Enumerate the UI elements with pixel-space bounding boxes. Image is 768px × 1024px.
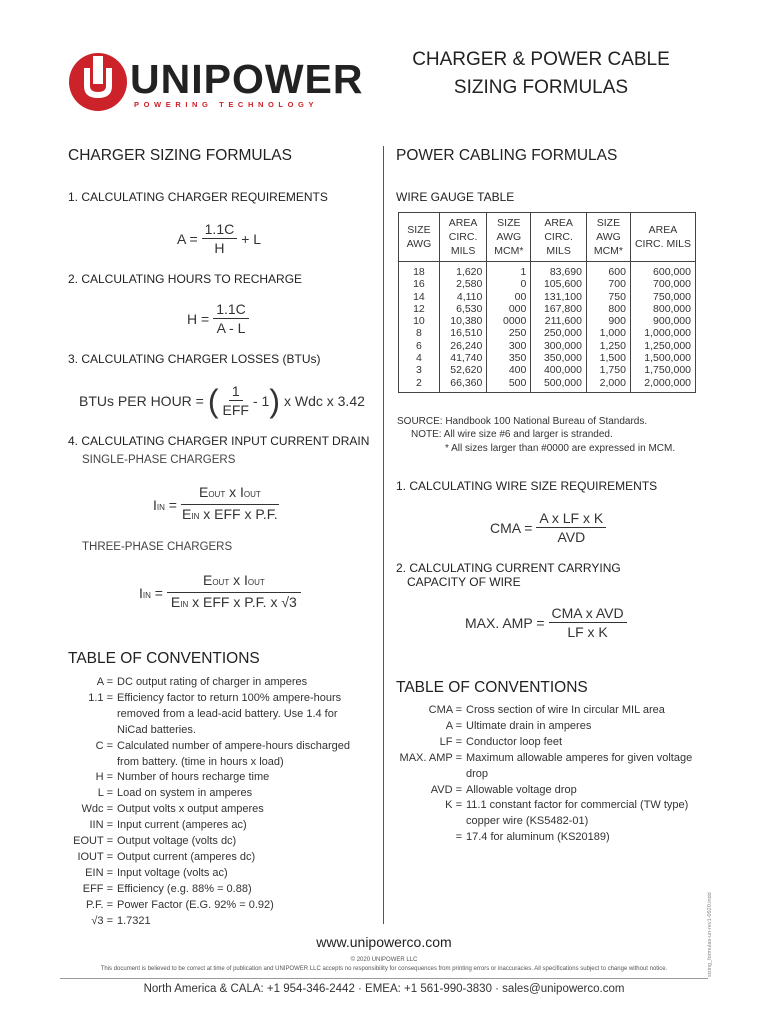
- convention-key: EIN =: [85, 866, 113, 879]
- convention-row: [396, 751, 696, 783]
- table-cell: 250,000: [531, 327, 587, 339]
- table-cell: 400: [487, 364, 531, 376]
- wire-gauge-table: [398, 212, 696, 393]
- lhs: A =: [177, 230, 198, 247]
- convention-value: Conductor loop feet: [466, 735, 563, 748]
- convention-key: LF =: [439, 735, 462, 748]
- table-cell: 500: [487, 377, 531, 393]
- numerator: 1: [229, 382, 243, 401]
- convention-key: MAX. AMP =: [399, 751, 462, 764]
- table-cell: 26,240: [439, 340, 487, 352]
- fraction: [213, 300, 249, 337]
- table-cell: 2,000: [586, 377, 630, 393]
- three-phase-label: THREE-PHASE CHARGERS: [82, 541, 233, 553]
- formula-wire-size: [490, 509, 610, 546]
- table-row: [399, 291, 696, 303]
- convention-value: Ultimate drain in amperes: [466, 719, 592, 732]
- table-cell: 350: [487, 352, 531, 364]
- convention-value: Calculated number of ampere-hours discharged from battery. (time in hours x load): [117, 739, 350, 768]
- convention-value: Maximum allowable amperes for given voltage drop: [466, 751, 693, 780]
- copyright: © 2020 UNIPOWER LLC: [350, 957, 418, 963]
- table-cell: 900: [586, 315, 630, 327]
- table-header-cell: AREA CIRC. MILS: [439, 213, 487, 262]
- cabling-section-2-title: 2. CALCULATING CURRENT CARRYING CAPACITY OF WIRE: [396, 561, 621, 589]
- convention-key: K =: [445, 799, 462, 812]
- table-cell: 1,000: [586, 327, 630, 339]
- numerator: 1.1C: [213, 300, 249, 319]
- table-cell: 1: [487, 262, 531, 279]
- section-1-title: 1. CALCULATING CHARGER REQUIREMENTS: [68, 190, 328, 204]
- left-conventions-heading: TABLE OF CONVENTIONS: [68, 650, 260, 667]
- table-cell: 3: [399, 364, 440, 376]
- convention-row: [68, 898, 368, 914]
- convention-row: [68, 866, 368, 882]
- table-cell: 14: [399, 291, 440, 303]
- rhs: + L: [241, 230, 262, 247]
- cabling-section-1-title: 1. CALCULATING WIRE SIZE REQUIREMENTS: [396, 479, 658, 493]
- fraction: [202, 220, 238, 257]
- convention-row: [68, 850, 368, 866]
- convention-key: 1.1 =: [88, 691, 113, 704]
- convention-row: [396, 735, 696, 751]
- table-cell: 211,600: [531, 315, 587, 327]
- table-cell: 16: [399, 278, 440, 290]
- table-cell: 1,250,000: [630, 340, 695, 352]
- convention-row: [68, 691, 368, 739]
- denominator: LF x K: [567, 624, 608, 640]
- table-row: [399, 262, 696, 279]
- table-cell: 1,500: [586, 352, 630, 364]
- formula-single-phase: [153, 483, 283, 526]
- table-row: [399, 340, 696, 352]
- convention-value: Input current (amperes ac): [117, 819, 247, 832]
- table-cell: 66,360: [439, 377, 487, 393]
- table-cell: 250: [487, 327, 531, 339]
- convention-key: A =: [445, 719, 462, 732]
- convention-value: DC output rating of charger in amperes: [117, 676, 308, 688]
- right-conventions-heading: TABLE OF CONVENTIONS: [396, 679, 588, 696]
- table-header-cell: AREA CIRC. MILS: [531, 213, 587, 262]
- table-cell: 2: [399, 377, 440, 393]
- table-cell: 1,000,000: [630, 327, 695, 339]
- fraction: [536, 509, 606, 546]
- table-cell: 700,000: [630, 278, 695, 290]
- lhs: H =: [187, 310, 210, 327]
- table-source-note: [397, 415, 675, 455]
- disclaimer: This document is believed to be correct at time of publication and UNIPOWER LLC accepts no responsibility for consequences from printing errors or inaccuracies. All specifications subject to change without notice.: [100, 966, 668, 972]
- lhs: BTUs PER HOUR =: [79, 392, 204, 409]
- table-cell: 400,000: [531, 364, 587, 376]
- table-row: [399, 315, 696, 327]
- side-file-code: sizing_formulas-un-rev1-0920.indd: [707, 892, 713, 977]
- table-row: [399, 327, 696, 339]
- convention-key: EFF =: [82, 882, 113, 895]
- wire-gauge-title: WIRE GAUGE TABLE: [396, 190, 515, 204]
- table-cell: 300,000: [531, 340, 587, 352]
- table-cell: 350,000: [531, 352, 587, 364]
- table-cell: 600,000: [630, 262, 695, 279]
- section-4-title: 4. CALCULATING CHARGER INPUT CURRENT DRAIN: [68, 434, 370, 448]
- convention-key: AVD =: [430, 783, 462, 796]
- convention-key: EOUT =: [73, 835, 113, 848]
- numerator: EOUT x IOUT: [181, 483, 279, 505]
- convention-key: Wdc =: [81, 803, 113, 816]
- denominator: AVD: [557, 529, 586, 545]
- table-cell: 500,000: [531, 377, 587, 393]
- numerator: EOUT x IOUT: [167, 571, 301, 593]
- table-cell: 131,100: [531, 291, 587, 303]
- table-cell: 700: [586, 278, 630, 290]
- convention-row: [396, 783, 696, 799]
- convention-row: [68, 914, 368, 930]
- formula-hours-recharge: [187, 300, 253, 337]
- table-cell: 41,740: [439, 352, 487, 364]
- table-cell: 10: [399, 315, 440, 327]
- formula-charger-losses: [79, 382, 365, 419]
- convention-row: [68, 786, 368, 802]
- contact-info: North America & CALA: +1 954-346-2442 · EMEA: +1 561-990-3830 · sales@unipowerco.com: [143, 983, 625, 995]
- section-2-title: 2. CALCULATING HOURS TO RECHARGE: [68, 272, 303, 286]
- table-header-cell: SIZE AWG: [399, 213, 440, 262]
- convention-key: =: [455, 831, 462, 844]
- table-row: [399, 352, 696, 364]
- table-cell: 83,690: [531, 262, 587, 279]
- convention-value: Number of hours recharge time: [117, 771, 270, 784]
- table-cell: 800,000: [630, 303, 695, 315]
- mcm-note: * All sizes larger than #0000 are expressed in MCM.: [445, 443, 676, 454]
- fraction: [181, 483, 279, 526]
- table-cell: 10,380: [439, 315, 487, 327]
- table-row: [399, 278, 696, 290]
- denominator: A - L: [216, 320, 246, 336]
- convention-key: A =: [96, 676, 113, 688]
- lhs: IIN =: [139, 584, 163, 601]
- table-cell: 2,000,000: [630, 377, 695, 393]
- table-cell: 000: [487, 303, 531, 315]
- convention-value: Input voltage (volts ac): [117, 866, 228, 879]
- table-cell: 16,510: [439, 327, 487, 339]
- table-cell: 1,620: [439, 262, 487, 279]
- convention-value: Output current (amperes dc): [117, 850, 256, 863]
- table-cell: 6: [399, 340, 440, 352]
- table-cell: 12: [399, 303, 440, 315]
- table-row: [399, 364, 696, 376]
- charger-sizing-heading: CHARGER SIZING FORMULAS: [68, 147, 292, 164]
- single-phase-label: SINGLE-PHASE CHARGERS: [82, 454, 236, 466]
- table-cell: 1,750: [586, 364, 630, 376]
- table-cell: 52,620: [439, 364, 487, 376]
- fraction: [223, 382, 249, 419]
- convention-row: [68, 882, 368, 898]
- table-cell: 1,250: [586, 340, 630, 352]
- denominator: H: [214, 240, 225, 256]
- convention-value: Output volts x output amperes: [117, 803, 264, 816]
- power-cabling-heading: POWER CABLING FORMULAS: [396, 147, 618, 164]
- table-cell: 4,110: [439, 291, 487, 303]
- table-cell: 2,580: [439, 278, 487, 290]
- convention-row: [68, 770, 368, 786]
- fraction: [549, 604, 627, 641]
- convention-key: H =: [95, 771, 113, 784]
- convention-value: Cross section of wire In circular MIL area: [466, 704, 665, 716]
- paren-open: (: [207, 382, 219, 419]
- lhs: CMA =: [490, 519, 533, 536]
- table-cell: 18: [399, 262, 440, 279]
- website-link[interactable]: www.unipowerco.com: [316, 934, 452, 950]
- paren-close: ): [269, 382, 280, 419]
- title-line-1: CHARGER & POWER CABLE: [412, 49, 670, 70]
- logo-tagline: POWERING TECHNOLOGY: [134, 100, 319, 109]
- table-header-cell: SIZE AWG MCM*: [586, 213, 630, 262]
- table-cell: 1,750,000: [630, 364, 695, 376]
- table-cell: 0: [487, 278, 531, 290]
- rhs: x Wdc x 3.42: [283, 392, 365, 409]
- formula-three-phase: [139, 571, 305, 614]
- section-3-title: 3. CALCULATING CHARGER LOSSES (BTUs): [68, 352, 321, 366]
- convention-value: Allowable voltage drop: [466, 783, 577, 796]
- table-cell: 167,800: [531, 303, 587, 315]
- table-cell: 1,500,000: [630, 352, 695, 364]
- lhs: MAX. AMP =: [465, 614, 545, 631]
- convention-row: [396, 719, 696, 735]
- convention-row: [68, 739, 368, 771]
- denominator: EIN x EFF x P.F. x √3: [170, 594, 297, 610]
- numerator: A x LF x K: [536, 509, 606, 528]
- column-divider: [383, 146, 384, 924]
- logo-mark-icon: [68, 52, 128, 112]
- convention-value: Power Factor (E.G. 92% = 0.92): [117, 898, 274, 911]
- numerator: CMA x AVD: [549, 604, 627, 623]
- left-conventions-list: [68, 675, 368, 930]
- table-row: [399, 303, 696, 315]
- convention-row: [396, 830, 696, 846]
- table-header-cell: SIZE AWG MCM*: [487, 213, 531, 262]
- table-cell: 4: [399, 352, 440, 364]
- lhs: IIN =: [153, 496, 177, 513]
- convention-row: [396, 703, 696, 719]
- convention-value: Efficiency factor to return 100% ampere-hours removed from a lead-acid battery. Use 1.4 for NiCad batteries.: [117, 691, 342, 736]
- table-cell: 300: [487, 340, 531, 352]
- table-cell: 800: [586, 303, 630, 315]
- table-cell: 750: [586, 291, 630, 303]
- convention-value: Load on system in amperes: [117, 787, 253, 800]
- convention-row: [68, 834, 368, 850]
- table-cell: 8: [399, 327, 440, 339]
- numerator: 1.1C: [202, 220, 238, 239]
- convention-key: IOUT =: [77, 850, 113, 863]
- convention-key: CMA =: [428, 704, 462, 716]
- convention-key: L =: [97, 787, 113, 800]
- right-conventions-list: [396, 703, 696, 846]
- fraction: [167, 571, 301, 614]
- convention-row: [68, 675, 368, 691]
- convention-value: 1.7321: [117, 914, 151, 927]
- source-line: SOURCE: Handbook 100 National Bureau of Standards.: [397, 416, 648, 427]
- logo-wordmark: UNIPOWER: [130, 56, 364, 102]
- convention-key: P.F. =: [85, 898, 113, 911]
- convention-row: [68, 802, 368, 818]
- convention-key: IIN =: [89, 819, 113, 832]
- logo: [68, 52, 364, 110]
- convention-value: Efficiency (e.g. 88% = 0.88): [117, 882, 252, 895]
- document-title: [391, 46, 691, 102]
- table-header-cell: AREA CIRC. MILS: [630, 213, 695, 262]
- denominator: EFF: [222, 402, 249, 418]
- table-cell: 6,530: [439, 303, 487, 315]
- denominator: EIN x EFF x P.F.: [182, 506, 278, 522]
- title-line-2: SIZING FORMULAS: [453, 77, 629, 98]
- convention-value: 17.4 for aluminum (KS20189): [466, 831, 610, 844]
- convention-value: 11.1 constant factor for commercial (TW type) copper wire (KS5482-01): [466, 799, 689, 828]
- table-cell: 0000: [487, 315, 531, 327]
- table-cell: 900,000: [630, 315, 695, 327]
- table-cell: 105,600: [531, 278, 587, 290]
- convention-value: Output voltage (volts dc): [117, 835, 237, 848]
- table-row: [399, 377, 696, 393]
- formula-charger-requirements: [177, 220, 261, 257]
- table-cell: 00: [487, 291, 531, 303]
- table-cell: 600: [586, 262, 630, 279]
- convention-row: [68, 818, 368, 834]
- table-cell: 750,000: [630, 291, 695, 303]
- formula-current-capacity: [465, 604, 631, 641]
- minus-one: - 1: [252, 392, 270, 409]
- footer-divider: [60, 978, 708, 979]
- convention-key: √3 =: [91, 914, 113, 927]
- convention-row: [396, 798, 696, 830]
- convention-key: C =: [95, 739, 113, 752]
- stranded-note: NOTE: All wire size #6 and larger is stranded.: [411, 429, 613, 440]
